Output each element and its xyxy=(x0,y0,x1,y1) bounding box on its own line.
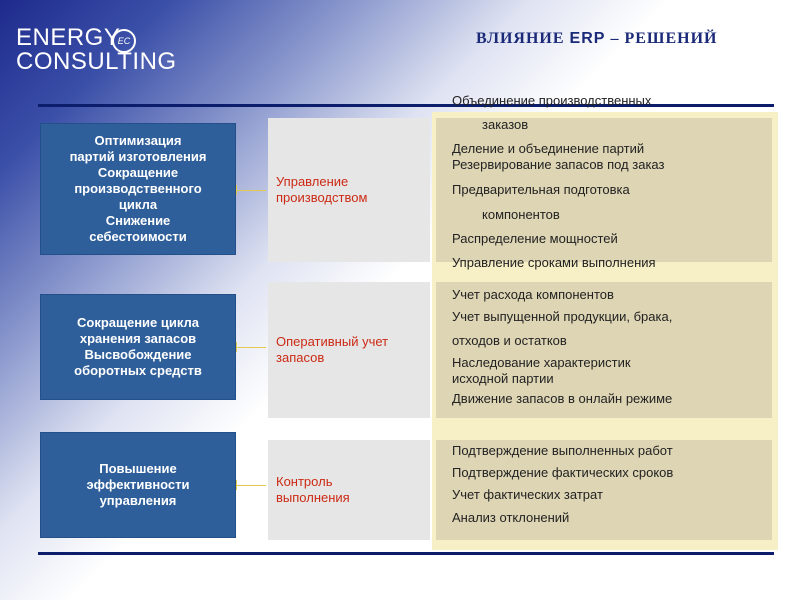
logo-line-1: ENERGY xyxy=(16,24,121,51)
area-box-inventory xyxy=(268,282,430,418)
list-item: заказов xyxy=(482,117,529,132)
list-item: Объединение производственных xyxy=(452,93,652,108)
goal-line: производственного xyxy=(74,181,202,196)
area-line: производством xyxy=(276,190,368,205)
goal-line: Оптимизация xyxy=(94,133,182,148)
goal-line: партий изготовления xyxy=(69,149,207,164)
list-item: Резервирование запасов под заказ xyxy=(452,157,665,172)
energy-consulting-logo xyxy=(16,26,177,74)
area-line: запасов xyxy=(276,350,325,365)
list-item: Учет фактических затрат xyxy=(452,487,603,502)
list-item: Подтверждение фактических сроков xyxy=(452,465,674,480)
connector-line xyxy=(236,347,266,348)
list-item: Движение запасов в онлайн режиме xyxy=(452,391,673,406)
area-line: Контроль xyxy=(276,474,333,489)
connector-tick xyxy=(236,342,237,352)
goal-box-production xyxy=(40,123,236,255)
goal-line: Снижение xyxy=(105,213,171,228)
bottom-divider xyxy=(38,552,774,555)
title-erp: ERP xyxy=(569,30,606,47)
goal-line: Повышение xyxy=(99,461,177,476)
list-item: Деление и объединение партий xyxy=(452,141,645,156)
list-item: Подтверждение выполненных работ xyxy=(452,443,673,458)
connector-tick xyxy=(236,480,237,490)
logo-mark: EC xyxy=(112,29,136,53)
page-title xyxy=(476,30,717,48)
list-item: Управление сроками выполнения xyxy=(452,255,656,270)
area-box-production xyxy=(268,118,430,262)
title-suffix: – РЕШЕНИЙ xyxy=(605,30,718,47)
goal-line: оборотных средств xyxy=(74,363,202,378)
area-line: Оперативный учет xyxy=(276,334,389,349)
goal-line: Высвобождение xyxy=(84,347,192,362)
connector-line xyxy=(236,190,266,191)
goal-line: себестоимости xyxy=(89,229,187,244)
goal-line: хранения запасов xyxy=(79,331,197,346)
list-item: исходной партии xyxy=(452,371,554,386)
logo-line-2: CONSULTING xyxy=(16,48,177,75)
connector-line xyxy=(236,485,266,486)
goal-line: эффективности xyxy=(86,477,190,492)
goal-box-inventory xyxy=(40,294,236,400)
connector-tick xyxy=(236,185,237,195)
goal-line: цикла xyxy=(118,197,158,212)
list-item: Учет выпущенной продукции, брака, xyxy=(452,309,673,324)
list-item: Учет расхода компонентов xyxy=(452,287,614,302)
goal-line: Сокращение цикла xyxy=(76,315,200,330)
goal-line: управления xyxy=(99,493,177,508)
area-line: Управление xyxy=(276,174,349,189)
goal-box-management xyxy=(40,432,236,538)
list-item: Распределение мощностей xyxy=(452,231,618,246)
list-item: Наследование характеристик xyxy=(452,355,631,370)
area-line: выполнения xyxy=(276,490,350,505)
list-item: Анализ отклонений xyxy=(452,510,570,525)
goal-line: Сокращение xyxy=(97,165,179,180)
list-item: Предварительная подготовка xyxy=(452,182,630,197)
list-item: компонентов xyxy=(482,207,560,222)
list-item: отходов и остатков xyxy=(452,333,567,348)
top-divider xyxy=(38,104,774,107)
title-prefix: ВЛИЯНИЕ xyxy=(476,30,570,47)
area-box-control xyxy=(268,440,430,540)
